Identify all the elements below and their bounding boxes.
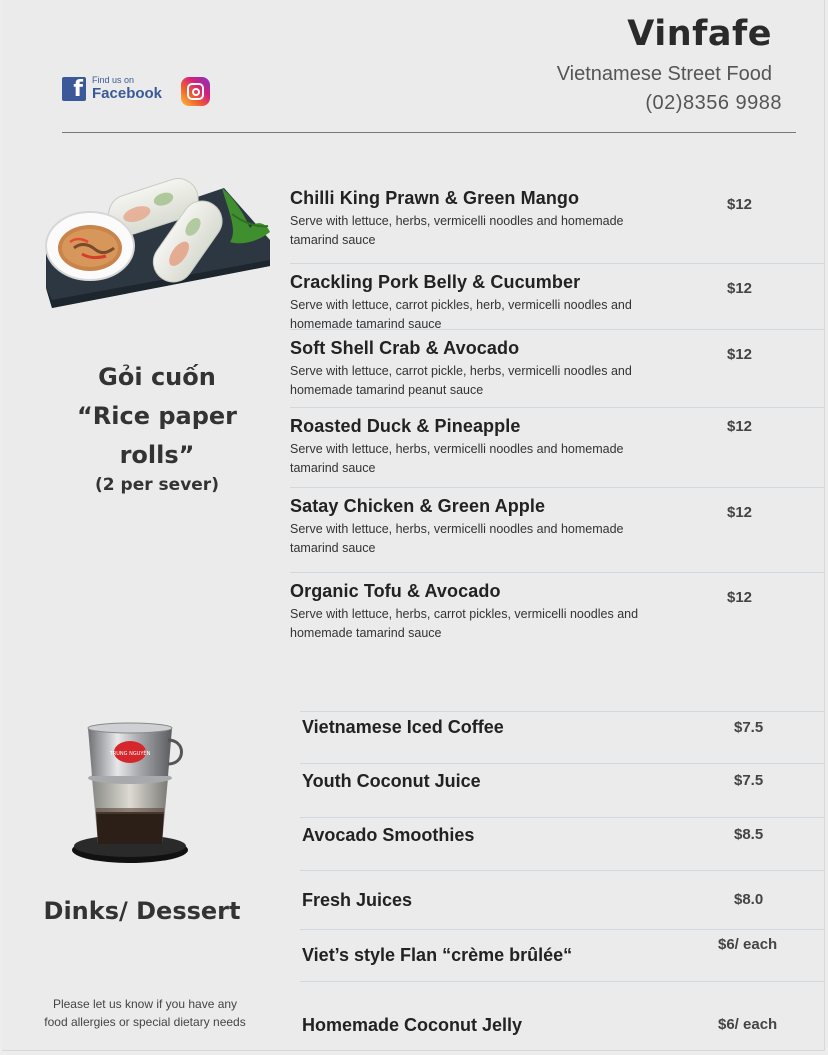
- menu-item-name: Roasted Duck & Pineapple: [290, 416, 521, 436]
- menu-item-price: $7.5: [734, 719, 764, 736]
- menu-item-price: $7.5: [734, 772, 764, 789]
- rolls-section-title: [42, 358, 272, 475]
- menu-item: [290, 488, 824, 573]
- menu-item-name: Avocado Smoothies: [302, 825, 475, 845]
- rice-paper-rolls-photo: [44, 170, 272, 312]
- menu-item: [290, 180, 824, 264]
- menu-item-name: Soft Shell Crab & Avocado: [290, 338, 520, 358]
- menu-item-name: Viet’s style Flan “crème brûlée“: [302, 945, 573, 965]
- drinks-section-title: Dinks/ Dessert: [43, 897, 241, 925]
- allergy-notice: [18, 995, 272, 1031]
- menu-item-description: Serve with lettuce, carrot pickles, herb, vermicelli noodles and homemade tamarind sauce: [290, 298, 632, 331]
- menu-item-price: $12: [727, 346, 753, 363]
- rolls-title-line3: rolls”: [119, 441, 195, 469]
- phone-number: (02)8356 9988: [645, 92, 782, 114]
- menu-item-name: Fresh Juices: [302, 890, 413, 910]
- header-divider: [62, 132, 796, 133]
- rolls-menu-list: [290, 180, 824, 653]
- menu-item-price: $12: [727, 196, 753, 213]
- drinks-menu-list: [300, 711, 824, 1052]
- menu-item: [290, 573, 824, 653]
- menu-item: [300, 982, 824, 1052]
- menu-item-price: $12: [727, 280, 753, 297]
- menu-item-name: Crackling Pork Belly & Cucumber: [290, 272, 581, 292]
- menu-item-price: $6/ each: [718, 1016, 778, 1033]
- menu-item: [290, 408, 824, 488]
- menu-item-description: Serve with lettuce, herbs, vermicelli noodles and homemade tamarind sauce: [290, 442, 624, 475]
- facebook-big-text: Facebook: [92, 85, 163, 102]
- menu-item-name: Homemade Coconut Jelly: [302, 1015, 523, 1035]
- allergy-line2: food allergies or special dietary needs: [44, 1015, 246, 1029]
- menu-page: [2, 0, 825, 1051]
- menu-item-description: Serve with lettuce, herbs, vermicelli noodles and homemade tamarind sauce: [290, 522, 624, 555]
- menu-item-description: Serve with lettuce, herbs, vermicelli noodles and homemade tamarind sauce: [290, 214, 624, 247]
- rolls-title-line2: “Rice paper: [76, 402, 237, 430]
- vietnamese-coffee-photo: [68, 720, 192, 868]
- allergy-line1: Please let us know if you have any: [52, 997, 238, 1011]
- menu-item: [300, 818, 824, 871]
- menu-item-name: Satay Chicken & Green Apple: [290, 496, 546, 516]
- menu-item-description: Serve with lettuce, herbs, carrot pickles, vermicelli noodles and homemade tamarind sauce: [290, 607, 639, 640]
- menu-item-description: Serve with lettuce, carrot pickle, herbs, vermicelli noodles and homemade tamarind peanut sauce: [290, 364, 632, 397]
- facebook-icon: f: [62, 77, 86, 101]
- menu-item-price: $12: [727, 504, 753, 521]
- menu-item-name: Organic Tofu & Avocado: [290, 581, 501, 601]
- menu-item-price: $8.0: [734, 891, 764, 908]
- menu-item-name: Youth Coconut Juice: [302, 771, 481, 791]
- menu-item: [300, 712, 824, 764]
- menu-item: [300, 930, 824, 982]
- facebook-link[interactable]: [62, 76, 162, 101]
- coffee-brand-logo: TRUNG NGUYÊN: [109, 751, 151, 757]
- menu-item: [300, 871, 824, 930]
- brand-name: Vinfafe: [627, 14, 772, 54]
- menu-item-name: Chilli King Prawn & Green Mango: [290, 188, 580, 208]
- menu-item: [290, 330, 824, 408]
- facebook-small-text: Find us on: [92, 75, 135, 85]
- facebook-label: [92, 76, 162, 101]
- instagram-icon[interactable]: [181, 77, 210, 106]
- menu-item: [300, 764, 824, 818]
- rolls-title-line1: Gỏi cuốn: [98, 363, 216, 391]
- brand-tagline: Vietnamese Street Food: [556, 63, 772, 85]
- menu-item-price: $12: [727, 589, 753, 606]
- menu-item: [290, 264, 824, 330]
- menu-item-name: Vietnamese Iced Coffee: [302, 717, 504, 737]
- menu-item-price: $6/ each: [718, 936, 778, 953]
- menu-item-price: $8.5: [734, 826, 764, 843]
- rolls-section-subtitle: (2 per sever): [95, 475, 219, 495]
- menu-item-price: $12: [727, 418, 753, 435]
